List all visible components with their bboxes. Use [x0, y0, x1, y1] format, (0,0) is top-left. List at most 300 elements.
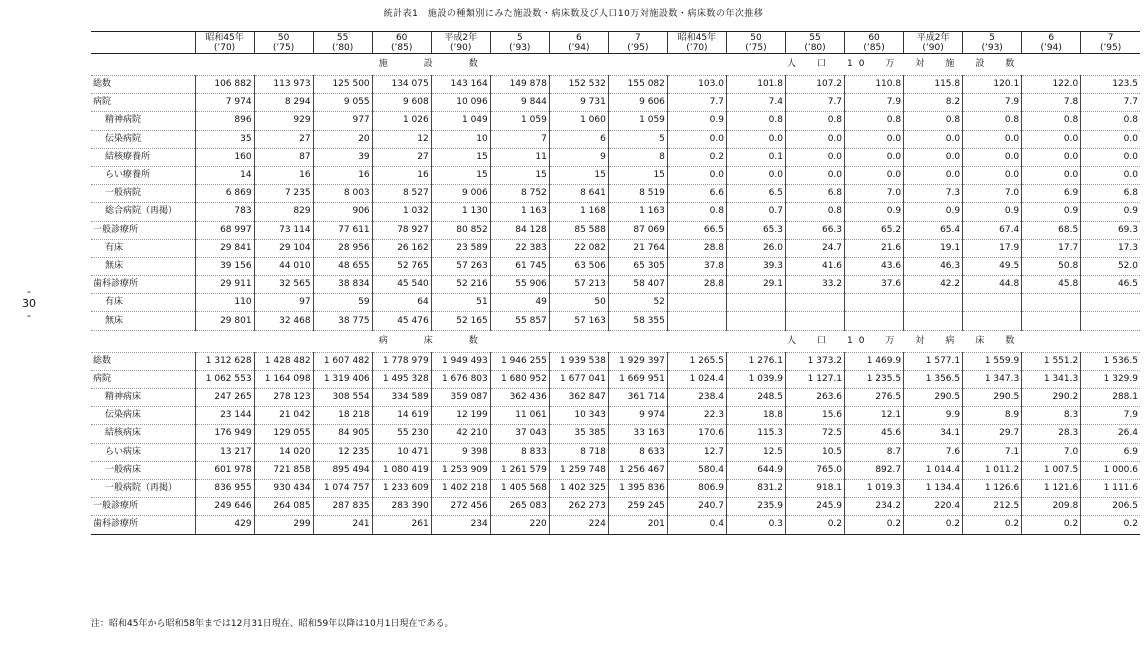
- table-cell: 176 949: [195, 425, 254, 443]
- table-cell: 7 974: [195, 94, 254, 112]
- table-cell: 0.0: [904, 166, 963, 184]
- table-row: [91, 516, 1140, 534]
- table-cell: 10 343: [549, 407, 608, 425]
- table-cell: 263.6: [785, 389, 844, 407]
- table-cell: 1 265.5: [667, 352, 726, 370]
- table-cell: 8.2: [904, 94, 963, 112]
- table-cell: 15: [431, 148, 490, 166]
- table-cell: 0.2: [904, 516, 963, 534]
- table-cell: 8 641: [549, 185, 608, 203]
- footnote: 注：昭和45年から昭和58年までは12月31日現在、昭和59年以降は10月1日現在である。: [91, 619, 454, 629]
- table-cell: 101.8: [726, 76, 785, 94]
- table-cell: 26.0: [726, 239, 785, 257]
- table-cell: 52 765: [372, 257, 431, 275]
- table-cell: 16: [313, 166, 372, 184]
- table-cell: 0.8: [904, 112, 963, 130]
- table-cell: 39: [313, 148, 372, 166]
- table-cell: 7.9: [845, 94, 904, 112]
- table-cell: 87 069: [608, 221, 667, 239]
- section-label-cell: [91, 330, 195, 352]
- table-row: [91, 76, 1140, 94]
- table-cell: 245.9: [785, 498, 844, 516]
- table-cell: 123.5: [1081, 76, 1140, 94]
- page-number: [22, 286, 36, 322]
- table-cell: 12: [372, 130, 431, 148]
- table-cell: 290.5: [963, 389, 1022, 407]
- table-cell: 644.9: [726, 461, 785, 479]
- table-cell: 46.5: [1081, 276, 1140, 294]
- table-cell: 765.0: [785, 461, 844, 479]
- column-header-year: 50: [277, 32, 290, 43]
- table-cell: 107.2: [785, 76, 844, 94]
- table-cell: 918.1: [785, 479, 844, 497]
- table-cell: 9 974: [608, 407, 667, 425]
- column-header: [667, 32, 726, 54]
- table-cell: 64: [372, 294, 431, 312]
- table-cell: 65.3: [726, 221, 785, 239]
- table-cell: 39 156: [195, 257, 254, 275]
- table-cell: 6.8: [785, 185, 844, 203]
- table-cell: 61 745: [490, 257, 549, 275]
- table-cell: 7.7: [785, 94, 844, 112]
- table-row: [91, 352, 1140, 370]
- table-cell: 9.9: [904, 407, 963, 425]
- table-cell: 248.5: [726, 389, 785, 407]
- table-cell: 15: [549, 166, 608, 184]
- table-cell: [667, 294, 726, 312]
- table-cell: 18 218: [313, 407, 372, 425]
- table-cell: 8 718: [549, 443, 608, 461]
- section-heading-counts: 病 床 数: [195, 330, 667, 352]
- table-cell: [726, 294, 785, 312]
- section-label-cell: [91, 54, 195, 76]
- table-cell: 152 532: [549, 76, 608, 94]
- column-header-year: 6: [575, 32, 582, 43]
- column-header-western-year: (’93): [981, 42, 1003, 53]
- table-cell: 10 471: [372, 443, 431, 461]
- table-cell: 1 127.1: [785, 370, 844, 388]
- table-cell: 65 305: [608, 257, 667, 275]
- row-label: 一般病床: [91, 461, 195, 479]
- table-cell: 52.0: [1081, 257, 1140, 275]
- table-row: [91, 203, 1140, 221]
- row-label: 無床: [91, 312, 195, 330]
- table-cell: 8 294: [254, 94, 313, 112]
- row-label: 一般診療所: [91, 498, 195, 516]
- page-number-dash-top: -: [27, 285, 31, 298]
- table-cell: 170.6: [667, 425, 726, 443]
- table-cell: 1 469.9: [845, 352, 904, 370]
- table-cell: 9: [549, 148, 608, 166]
- table-row: [91, 166, 1140, 184]
- table-cell: 0.9: [904, 203, 963, 221]
- column-header: [904, 32, 963, 54]
- column-header: [431, 32, 490, 54]
- table-cell: 8 003: [313, 185, 372, 203]
- table-cell: 15: [490, 166, 549, 184]
- table-row: [91, 312, 1140, 330]
- column-header-western-year: (’80): [804, 42, 826, 53]
- column-header-year: 50: [750, 32, 762, 43]
- table-cell: 26.4: [1081, 425, 1140, 443]
- table-row: [91, 112, 1140, 130]
- table-cell: [963, 312, 1022, 330]
- table-cell: 896: [195, 112, 254, 130]
- table-cell: 1 312 628: [195, 352, 254, 370]
- table-cell: 290.2: [1022, 389, 1081, 407]
- table-cell: 68.5: [1022, 221, 1081, 239]
- table-cell: 7 235: [254, 185, 313, 203]
- row-label: 有床: [91, 294, 195, 312]
- table-cell: 1 163: [608, 203, 667, 221]
- row-label: 総合病院（再掲）: [91, 203, 195, 221]
- table-cell: 212.5: [963, 498, 1022, 516]
- table-cell: 0.8: [667, 203, 726, 221]
- table-title: 統計表1 施設の種類別にみた施設数・病床数及び人口10万対施設数・病床数の年次推移: [383, 9, 764, 19]
- column-header: [963, 32, 1022, 54]
- table-cell: 28.8: [667, 239, 726, 257]
- table-cell: 55 230: [372, 425, 431, 443]
- section-header-row: [91, 54, 1140, 76]
- row-label: 総数: [91, 76, 195, 94]
- table-cell: 22 383: [490, 239, 549, 257]
- table-cell: 362 847: [549, 389, 608, 407]
- table-cell: 14: [195, 166, 254, 184]
- column-header-year: 平成2年: [916, 32, 950, 43]
- column-header-western-year: (’85): [863, 42, 885, 53]
- table-cell: 249 646: [195, 498, 254, 516]
- table-cell: 1 019.3: [845, 479, 904, 497]
- table-cell: 8.7: [845, 443, 904, 461]
- table-cell: 601 978: [195, 461, 254, 479]
- table-cell: 37 043: [490, 425, 549, 443]
- table-cell: 1 233 609: [372, 479, 431, 497]
- table-cell: [726, 312, 785, 330]
- table-cell: 129 055: [254, 425, 313, 443]
- table-cell: 34.1: [904, 425, 963, 443]
- table-cell: 15.6: [785, 407, 844, 425]
- table-cell: 9 055: [313, 94, 372, 112]
- row-label: 有床: [91, 239, 195, 257]
- table-cell: 240.7: [667, 498, 726, 516]
- table-cell: 283 390: [372, 498, 431, 516]
- table-cell: 0.9: [845, 203, 904, 221]
- table-cell: 1 032: [372, 203, 431, 221]
- column-header-year: 60: [868, 32, 880, 43]
- table-cell: 12 235: [313, 443, 372, 461]
- table-cell: 9 844: [490, 94, 549, 112]
- table-cell: 11 061: [490, 407, 549, 425]
- table-cell: 299: [254, 516, 313, 534]
- table-cell: 110.8: [845, 76, 904, 94]
- table-cell: 59: [313, 294, 372, 312]
- table-cell: 15: [431, 166, 490, 184]
- table-cell: 1 130: [431, 203, 490, 221]
- table-cell: 262 273: [549, 498, 608, 516]
- table-cell: 1 536.5: [1081, 352, 1140, 370]
- column-header: [549, 32, 608, 54]
- column-header-western-year: (’70): [686, 42, 708, 53]
- table-cell: 9 398: [431, 443, 490, 461]
- column-header: [254, 32, 313, 54]
- table-cell: 265 083: [490, 498, 549, 516]
- section-heading-counts: 施 設 数: [195, 54, 667, 76]
- table-cell: 201: [608, 516, 667, 534]
- table-cell: 27: [254, 130, 313, 148]
- table-cell: 7.9: [963, 94, 1022, 112]
- column-header-year: 昭和45年: [677, 32, 717, 43]
- column-header-western-year: (’94): [1040, 42, 1062, 53]
- table-row: [91, 407, 1140, 425]
- table-cell: 155 082: [608, 76, 667, 94]
- table-cell: 0.0: [1022, 166, 1081, 184]
- table-cell: [785, 312, 844, 330]
- table-cell: 65.2: [845, 221, 904, 239]
- column-header-western-year: (’95): [627, 42, 649, 53]
- table-cell: [904, 294, 963, 312]
- table-cell: 8 833: [490, 443, 549, 461]
- table-cell: 58 355: [608, 312, 667, 330]
- row-label: らい病床: [91, 443, 195, 461]
- table-cell: 18.8: [726, 407, 785, 425]
- table-cell: 7.8: [1022, 94, 1081, 112]
- table-cell: 264 085: [254, 498, 313, 516]
- table-cell: 45.8: [1022, 276, 1081, 294]
- table-cell: 8 527: [372, 185, 431, 203]
- table-cell: 261: [372, 516, 431, 534]
- table-cell: 7.4: [726, 94, 785, 112]
- table-cell: 0.2: [785, 516, 844, 534]
- table-cell: 209.8: [1022, 498, 1081, 516]
- table-cell: 0.1: [726, 148, 785, 166]
- row-label: 歯科診療所: [91, 276, 195, 294]
- table-cell: 1 402 325: [549, 479, 608, 497]
- table-cell: 23 144: [195, 407, 254, 425]
- table-cell: 1 559.9: [963, 352, 1022, 370]
- table-cell: 11: [490, 148, 549, 166]
- table-cell: 1 011.2: [963, 461, 1022, 479]
- table-cell: 103.0: [667, 76, 726, 94]
- table-cell: 35: [195, 130, 254, 148]
- table-cell: 334 589: [372, 389, 431, 407]
- table-cell: 1 356.5: [904, 370, 963, 388]
- table-cell: 1 778 979: [372, 352, 431, 370]
- table-cell: 721 858: [254, 461, 313, 479]
- table-cell: 7.3: [904, 185, 963, 203]
- column-header-western-year: (’95): [1099, 42, 1122, 53]
- table-cell: 0.0: [726, 166, 785, 184]
- table-cell: 1 259 748: [549, 461, 608, 479]
- table-cell: [845, 294, 904, 312]
- column-header-year: 5: [989, 32, 996, 43]
- table-cell: 10 096: [431, 94, 490, 112]
- table-cell: [963, 294, 1022, 312]
- table-cell: 43.6: [845, 257, 904, 275]
- table-cell: 930 434: [254, 479, 313, 497]
- table-cell: 113 973: [254, 76, 313, 94]
- table-cell: 8 633: [608, 443, 667, 461]
- table-cell: 21 764: [608, 239, 667, 257]
- table-cell: 1 168: [549, 203, 608, 221]
- table-cell: 8 752: [490, 185, 549, 203]
- table-cell: 1 329.9: [1081, 370, 1140, 388]
- table-cell: 9 606: [608, 94, 667, 112]
- table-cell: 35 385: [549, 425, 608, 443]
- table-cell: 50.8: [1022, 257, 1081, 275]
- table-cell: 895 494: [313, 461, 372, 479]
- table-cell: 32 565: [254, 276, 313, 294]
- table-cell: 12.5: [726, 443, 785, 461]
- table-cell: 288.1: [1081, 389, 1140, 407]
- table-cell: 0.0: [845, 166, 904, 184]
- table-cell: 24.7: [785, 239, 844, 257]
- table-cell: 9 731: [549, 94, 608, 112]
- column-header: [1081, 32, 1140, 54]
- table-cell: 0.0: [1081, 166, 1140, 184]
- table-cell: 7.7: [667, 94, 726, 112]
- table-cell: 29.1: [726, 276, 785, 294]
- column-header: [490, 32, 549, 54]
- table-cell: 23 589: [431, 239, 490, 257]
- table-cell: 1 341.3: [1022, 370, 1081, 388]
- table-cell: 1 276.1: [726, 352, 785, 370]
- table-cell: 1 014.4: [904, 461, 963, 479]
- column-header: [195, 32, 254, 54]
- table-cell: 52 165: [431, 312, 490, 330]
- table-row: [91, 370, 1140, 388]
- table-cell: 84 905: [313, 425, 372, 443]
- table-cell: 235.9: [726, 498, 785, 516]
- table-cell: 1 939 538: [549, 352, 608, 370]
- table-cell: 7.0: [1022, 443, 1081, 461]
- table-cell: 80 852: [431, 221, 490, 239]
- table-row: [91, 257, 1140, 275]
- column-header-year: 5: [516, 32, 523, 43]
- table-row: [91, 148, 1140, 166]
- column-header-western-year: (’80): [331, 42, 354, 53]
- table-cell: 6.9: [1022, 185, 1081, 203]
- table-cell: 1 164 098: [254, 370, 313, 388]
- table-cell: 7.6: [904, 443, 963, 461]
- table-header: [91, 32, 1140, 54]
- table-cell: 55 857: [490, 312, 549, 330]
- table-row: [91, 294, 1140, 312]
- column-header: [726, 32, 785, 54]
- table-cell: 1 026: [372, 112, 431, 130]
- table-cell: 134 075: [372, 76, 431, 94]
- table-cell: 0.0: [904, 148, 963, 166]
- table-cell: 16: [254, 166, 313, 184]
- table-cell: 1 428 482: [254, 352, 313, 370]
- table-cell: 247 265: [195, 389, 254, 407]
- table-cell: 1 062 553: [195, 370, 254, 388]
- table-cell: 57 213: [549, 276, 608, 294]
- table-cell: 0.0: [785, 148, 844, 166]
- table-cell: 1 677 041: [549, 370, 608, 388]
- table-cell: 7.7: [1081, 94, 1140, 112]
- table-cell: 45 540: [372, 276, 431, 294]
- section-heading-per-100k: 人 口 10 万 対 病 床 数: [667, 330, 1140, 352]
- table-cell: 1 059: [490, 112, 549, 130]
- column-header-year: 6: [1048, 32, 1055, 43]
- table-cell: 0.0: [726, 130, 785, 148]
- table-cell: 0.2: [963, 516, 1022, 534]
- table-cell: 160: [195, 148, 254, 166]
- table-cell: 33.2: [785, 276, 844, 294]
- table-cell: 0.7: [726, 203, 785, 221]
- row-label: 伝染病院: [91, 130, 195, 148]
- table-cell: 6 869: [195, 185, 254, 203]
- table-cell: 224: [549, 516, 608, 534]
- column-header: [785, 32, 844, 54]
- table-cell: 39.3: [726, 257, 785, 275]
- table-cell: 106 882: [195, 76, 254, 94]
- table-cell: 0.0: [785, 166, 844, 184]
- table-cell: 69.3: [1081, 221, 1140, 239]
- table-cell: 0.3: [726, 516, 785, 534]
- table-cell: 0.0: [963, 166, 1022, 184]
- table-cell: 10: [431, 130, 490, 148]
- table-cell: 10.5: [785, 443, 844, 461]
- header-label-cell: [91, 32, 195, 54]
- table-cell: 1 126.6: [963, 479, 1022, 497]
- table-cell: 37.6: [845, 276, 904, 294]
- table-cell: [1081, 294, 1140, 312]
- column-header: [608, 32, 667, 54]
- table-cell: 1 680 952: [490, 370, 549, 388]
- table-cell: 0.9: [667, 112, 726, 130]
- table-cell: 37.8: [667, 257, 726, 275]
- table-row: [91, 130, 1140, 148]
- table-cell: 1 347.3: [963, 370, 1022, 388]
- table-cell: 20: [313, 130, 372, 148]
- table-cell: 41.6: [785, 257, 844, 275]
- statistics-table: [91, 31, 1140, 535]
- row-label: 精神病床: [91, 389, 195, 407]
- table-cell: [904, 312, 963, 330]
- row-label: 一般診療所: [91, 221, 195, 239]
- table-cell: 0.0: [785, 130, 844, 148]
- table-cell: 8.3: [1022, 407, 1081, 425]
- row-label: 伝染病床: [91, 407, 195, 425]
- table-cell: 48 655: [313, 257, 372, 275]
- row-label: 病院: [91, 370, 195, 388]
- table-body: [91, 54, 1140, 535]
- table-row: [91, 389, 1140, 407]
- table-cell: 125 500: [313, 76, 372, 94]
- row-label: 結核療養所: [91, 148, 195, 166]
- table-cell: 1 049: [431, 112, 490, 130]
- table-cell: 52: [608, 294, 667, 312]
- page-number-dash-bottom: -: [27, 309, 31, 322]
- table-cell: 19.1: [904, 239, 963, 257]
- table-cell: 241: [313, 516, 372, 534]
- table-cell: 38 775: [313, 312, 372, 330]
- table-cell: 1 253 909: [431, 461, 490, 479]
- table-cell: 0.0: [667, 130, 726, 148]
- table-cell: 5: [608, 130, 667, 148]
- table-cell: 6.6: [667, 185, 726, 203]
- table-cell: 0.0: [1081, 130, 1140, 148]
- table-cell: 238.4: [667, 389, 726, 407]
- table-row: [91, 461, 1140, 479]
- column-header-western-year: (’93): [509, 42, 531, 53]
- column-header-year: 平成2年: [444, 32, 478, 43]
- table-cell: 9 006: [431, 185, 490, 203]
- table-cell: 1 121.6: [1022, 479, 1081, 497]
- table-cell: 45 476: [372, 312, 431, 330]
- table-cell: 72.5: [785, 425, 844, 443]
